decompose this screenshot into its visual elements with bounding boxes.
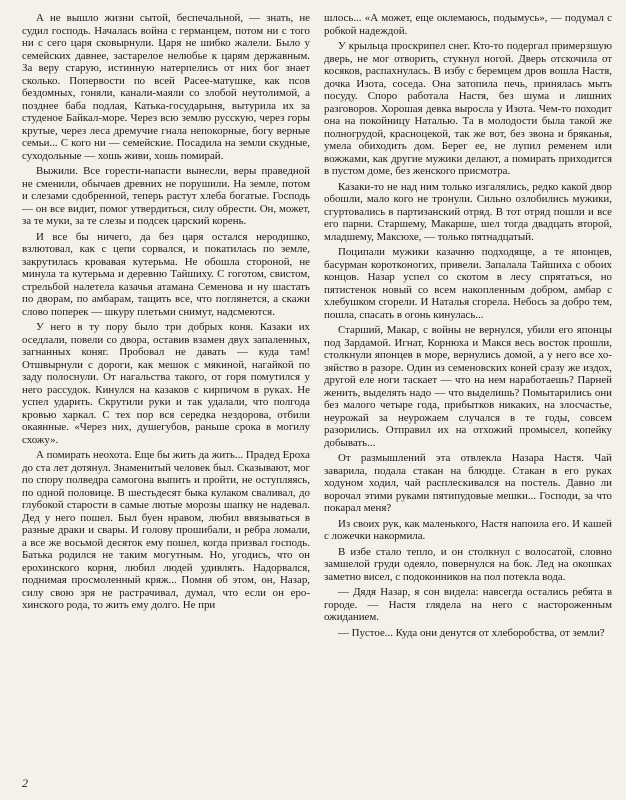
paragraph: Казаки-то не над ним только изгалялись, редко какой двор обошли, мало кого не тронули. Сильно озлобились мужики, сгуртовались в партизанский отряд. В тот отряд пошли и все его парни. Старшему, Макарше, шел тогда двадцать второй, младшему, Максюхе, — только пятнадцатый. bbox=[324, 180, 612, 243]
paragraph: А не вышло жизни сытой, беспечальной, — знать, не судил господь. Началась война с германцем, потом ни с того ни с сего царя сковырнули. Царя не шибко жалели. Было у семейских давнее, застарелое нелюбье к царям державным. За веру старую, истинную натерпелись от них бог знает сколько. Попервости по всей Расее-матушке, как псов бездомных, гоняли, канали-маяли со злобой неутолимой, а позднее баба подлая, Катька-государыня, вытурила их за студеное Байкал-море. Через всю землю русскую, через горы крутые, через леса дремучие гнала непокорные, богу верные семьи... С кого ни — семейские. Посадила на земли скудные, суходольные — хошь живи, хошь помирай. bbox=[22, 12, 310, 162]
paragraph: Поципали мужики казачню подходяще, а те японцев, басурман коротконогих, привели. Запалала Тайшиха с обоих концов. Назар успел со скотом в лесу спрятаться, но пятистенок новый со всем накопленным добром, амбар с хлебушком сгорели. И Наталья сгорела. Небось за добро тем, пошла, спасать в огонь кинулась... bbox=[324, 246, 612, 321]
paragraph: А помирать неохота. Еще бы жить да жить... Прадед Ероха до ста лет дотянул. Знаменитый человек был. Сказывают, мог по спору полведра самогона выпить и пройти, не оступляясь, по одной половице. В шестьдесят быка кулаком сваливал, до глубокой старости в самые лютые морозы шапку не надевал. Дед у него пошел. Был буен нравом, любил ввязываться в разные драки и свары. И голову прошибали, и ребра ломали, а все же восьмой десяток ему пошел, когда призвал господь. Батька родился не таким могутным. Но, угодись, что он ерохинского корня, любил людей удивлять. Надорвался, поднимая просмоленный кряж... Помня об этом, он, Назар, силу свою зря не растрачивал, думал, что если он ерохинского рода, то жить ему долго. Не при bbox=[22, 449, 310, 611]
paragraph: — Пустое... Куда они денутся от хлеборобства, от земли? bbox=[338, 626, 605, 639]
paragraph: Выжили. Все горести-напасти вынесли, веры праведной не сменили, обычаев древних не порушили. На земле, потом и слезами сдобренной, теперь растут хлеба богатые. Господь — он все видит, помог утвердиться, силу обрести. Он, может, за те муки, за те слезы и подсек царский корень. bbox=[22, 165, 310, 227]
paragraph: У крыльца проскрипел снег. Кто-то подергал примерзшую дверь, не мог отворить, стукнул ногой. Дверь отскочила от косяков, распахнулась. В избу с беремцем дров вошла Настя, дочка Изота, соседа. Она затопила печь, принялась мыть посуду. Споро работала Настя, без шума и лишних разговоров. Хорошая девка выросла у Изота. Чем-то походит она на покойницу Наталью. Та в молодости была такой же полногрудой, красноцекой, так же вот, без звона и бряканья, умела обиходить дом. Берег ее, не лупил ременем или вожжами, как другие мужики делают, а помирать приходится в пустом доме, без женского присмотра. bbox=[324, 40, 612, 177]
left-column bbox=[22, 12, 310, 642]
paragraph: — Дядя Назар, я сон видела: навсегда остались ребята в городе. — Настя глядела на него с настороженным ожиданием. bbox=[324, 586, 612, 623]
paragraph: От размышлений эта отвлекла Назара Настя. Чай заварила, подала стакан на блюдце. Стакан в его руках ходуном ходил, чай расплескивался на постель. Давно ли ворочал этими руками пятипудовые мешки... Господи, за что покарал меня? bbox=[324, 452, 612, 514]
right-column bbox=[324, 12, 612, 642]
paragraph: Из своих рук, как маленького, Настя напоила его. И кашей с ложечки накормила. bbox=[324, 517, 612, 542]
paragraph: В избе стало тепло, и он столкнул с волосатой, словно замшелой груди одеяло, повернулся на бок. Лед на окошках заметно висел, с подоконников на пол потекла вода. bbox=[324, 545, 612, 583]
page-number: 2 bbox=[22, 776, 28, 790]
paragraph: Старший, Макар, с войны не вернулся, убили его японцы под Зардамой. Игнат, Корнюха и Макся весь восток прошли, столкнули японцев в море, вернулись домой, а у него все хозяйство в разоре. Один из семеновских коней сразу же издох, другой еле ноги таскает — что на нем наработаешь? Парней женить, выделять надо — что выделишь? Помытарились они без малого четыре года, прибытков никаких, на злосчастье, неурожай за неурожаем случался в те годы, совсем разорились. Отправил их на отхожий промысел, копейку добывать... bbox=[324, 324, 612, 449]
text-columns bbox=[22, 12, 612, 642]
paragraph: У него в ту пору было три добрых коня. Казаки их оседлали, повели со двора, оставив взамен двух запаленных, загнанных коняг. Пробовал не давать — куда там! Отшвырнули с дороги, как мешок с мякиной, нагайкой по заду полоснули. От нагальства такого, от горя помутился у него рассудок. Кинулся на казаков с кирпичом в руках. Не успел ударить. Скрутили руки и так удалали, что полгода кровью харкал. С тех пор вся середка нездорова, отбили окаянные. «Через них, душегубов, раньше срока в могилу схожу». bbox=[22, 321, 310, 446]
paragraph: шлось... «А может, еще оклемаюсь, подымусь», — подумал с робкой надеждой. bbox=[324, 12, 612, 37]
paragraph: И все бы ничего, да без царя остался неродишко, взлютовал, как с цепи сорвался, и покатилась по земле, закрутилась кровавая кутерьма. Не обошла стороной, не минула та кутерьма и деревню Тайшиху. С гоготом, свистом, стрельбой налетела казачья атамана Семенова и ну шастать по дворам, по амбарам, тащить все, что поглянется, а скажи слово поперек — шкуру плетьми снимут, надсмеются. bbox=[22, 230, 310, 318]
